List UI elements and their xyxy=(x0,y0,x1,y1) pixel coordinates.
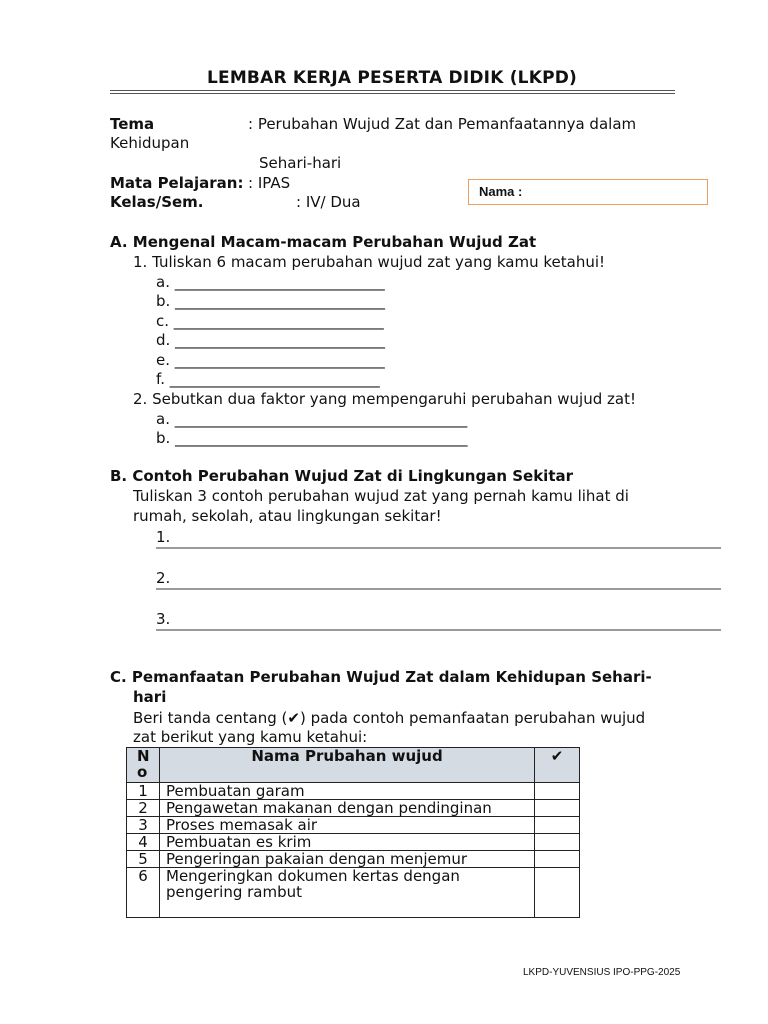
header-no xyxy=(127,748,160,783)
row-check-cell[interactable] xyxy=(535,817,580,834)
row-name: Pembuatan garam xyxy=(160,783,535,800)
usage-table xyxy=(126,747,580,918)
header-name: Nama Prubahan wujud xyxy=(160,748,535,783)
row-no: 2 xyxy=(127,800,160,817)
answer-line-b2[interactable] xyxy=(156,588,721,590)
section-c-heading: C. Pemanfaatan Perubahan Wujud Zat dalam Kehidupan Sehari- xyxy=(110,668,652,686)
title-underline-double xyxy=(110,93,675,94)
answer-line-b1[interactable] xyxy=(156,547,721,549)
header-no-line-2: o xyxy=(137,763,148,781)
page-title: LEMBAR KERJA PESERTA DIDIK (LKPD) xyxy=(206,68,578,88)
example-label-2: 2. xyxy=(156,569,171,587)
tema-value: : Perubahan Wujud Zat dan Pemanfaatannya dalam xyxy=(248,115,637,133)
name-field[interactable] xyxy=(468,179,708,205)
table-row xyxy=(127,834,580,851)
section-b-instruction-2: rumah, sekolah, atau lingkungan sekitar! xyxy=(133,507,442,525)
row-no: 4 xyxy=(127,834,160,851)
answer-line-1a[interactable]: a. ____________________________ xyxy=(156,273,385,291)
answer-line-1f[interactable]: f. ____________________________ xyxy=(156,370,380,388)
row-name: Pengawetan makanan dengan pendinginan xyxy=(160,800,535,817)
row-name-line-2: pengering rambut xyxy=(166,883,303,901)
row-check-cell[interactable] xyxy=(535,834,580,851)
question-2: 2. Sebutkan dua faktor yang mempengaruhi perubahan wujud zat! xyxy=(133,390,636,408)
row-name: Pembuatan es krim xyxy=(160,834,535,851)
example-label-1: 1. xyxy=(156,528,171,546)
mapel-value: : IPAS xyxy=(248,174,291,192)
page-footer: LKPD-YUVENSIUS IPO-PPG-2025 xyxy=(523,967,681,978)
question-1: 1. Tuliskan 6 macam perubahan wujud zat yang kamu ketahui! xyxy=(133,253,606,271)
section-c-heading-cont: hari xyxy=(133,688,167,706)
table-row xyxy=(127,800,580,817)
kelas-value: : IV/ Dua xyxy=(296,193,361,211)
example-label-3: 3. xyxy=(156,610,171,628)
table-row xyxy=(127,851,580,868)
table-header-row xyxy=(127,748,580,783)
answer-line-b3[interactable] xyxy=(156,629,721,631)
row-no: 1 xyxy=(127,783,160,800)
mapel-label: Mata Pelajaran: xyxy=(110,174,244,192)
section-b-heading: B. Contoh Perubahan Wujud Zat di Lingkungan Sekitar xyxy=(110,467,574,485)
answer-line-1c[interactable]: c. ____________________________ xyxy=(156,312,384,330)
header-check: ✔ xyxy=(535,748,580,783)
table-row xyxy=(127,817,580,834)
section-b-instruction-1: Tuliskan 3 contoh perubahan wujud zat yang pernah kamu lihat di xyxy=(133,487,629,505)
section-c-instruction-2: zat berikut yang kamu ketahui: xyxy=(133,728,368,746)
row-name: Proses memasak air xyxy=(160,817,535,834)
row-no: 6 xyxy=(127,868,160,918)
name-label: Nama : xyxy=(479,184,523,199)
row-name: Pengeringan pakaian dengan menjemur xyxy=(160,851,535,868)
header-no-line-1: N xyxy=(137,747,150,765)
answer-line-2a[interactable]: a. _______________________________________ xyxy=(156,410,468,428)
kelas-label: Kelas/Sem. xyxy=(110,193,204,211)
answer-line-1b[interactable]: b. ____________________________ xyxy=(156,292,386,310)
table-row xyxy=(127,783,580,800)
row-check-cell[interactable] xyxy=(535,800,580,817)
row-no: 5 xyxy=(127,851,160,868)
tema-value-cont: Sehari-hari xyxy=(259,154,342,172)
row-check-cell[interactable] xyxy=(535,783,580,800)
row-check-cell[interactable] xyxy=(535,868,580,918)
tema-value-wrap: Kehidupan xyxy=(110,134,190,152)
title-underline xyxy=(110,90,675,91)
row-check-cell[interactable] xyxy=(535,851,580,868)
answer-line-2b[interactable]: b. _______________________________________ xyxy=(156,429,468,447)
row-no: 3 xyxy=(127,817,160,834)
row-name xyxy=(160,868,535,918)
table-row xyxy=(127,868,580,918)
tema-label: Tema xyxy=(110,115,155,133)
answer-line-1e[interactable]: e. ____________________________ xyxy=(156,351,385,369)
row-name-line-1: Mengeringkan dokumen kertas dengan xyxy=(166,867,460,885)
section-a-heading: A. Mengenal Macam-macam Perubahan Wujud Zat xyxy=(110,233,537,251)
section-c-instruction-1: Beri tanda centang (✔) pada contoh pemanfaatan perubahan wujud xyxy=(133,709,646,727)
answer-line-1d[interactable]: d. ____________________________ xyxy=(156,331,386,349)
